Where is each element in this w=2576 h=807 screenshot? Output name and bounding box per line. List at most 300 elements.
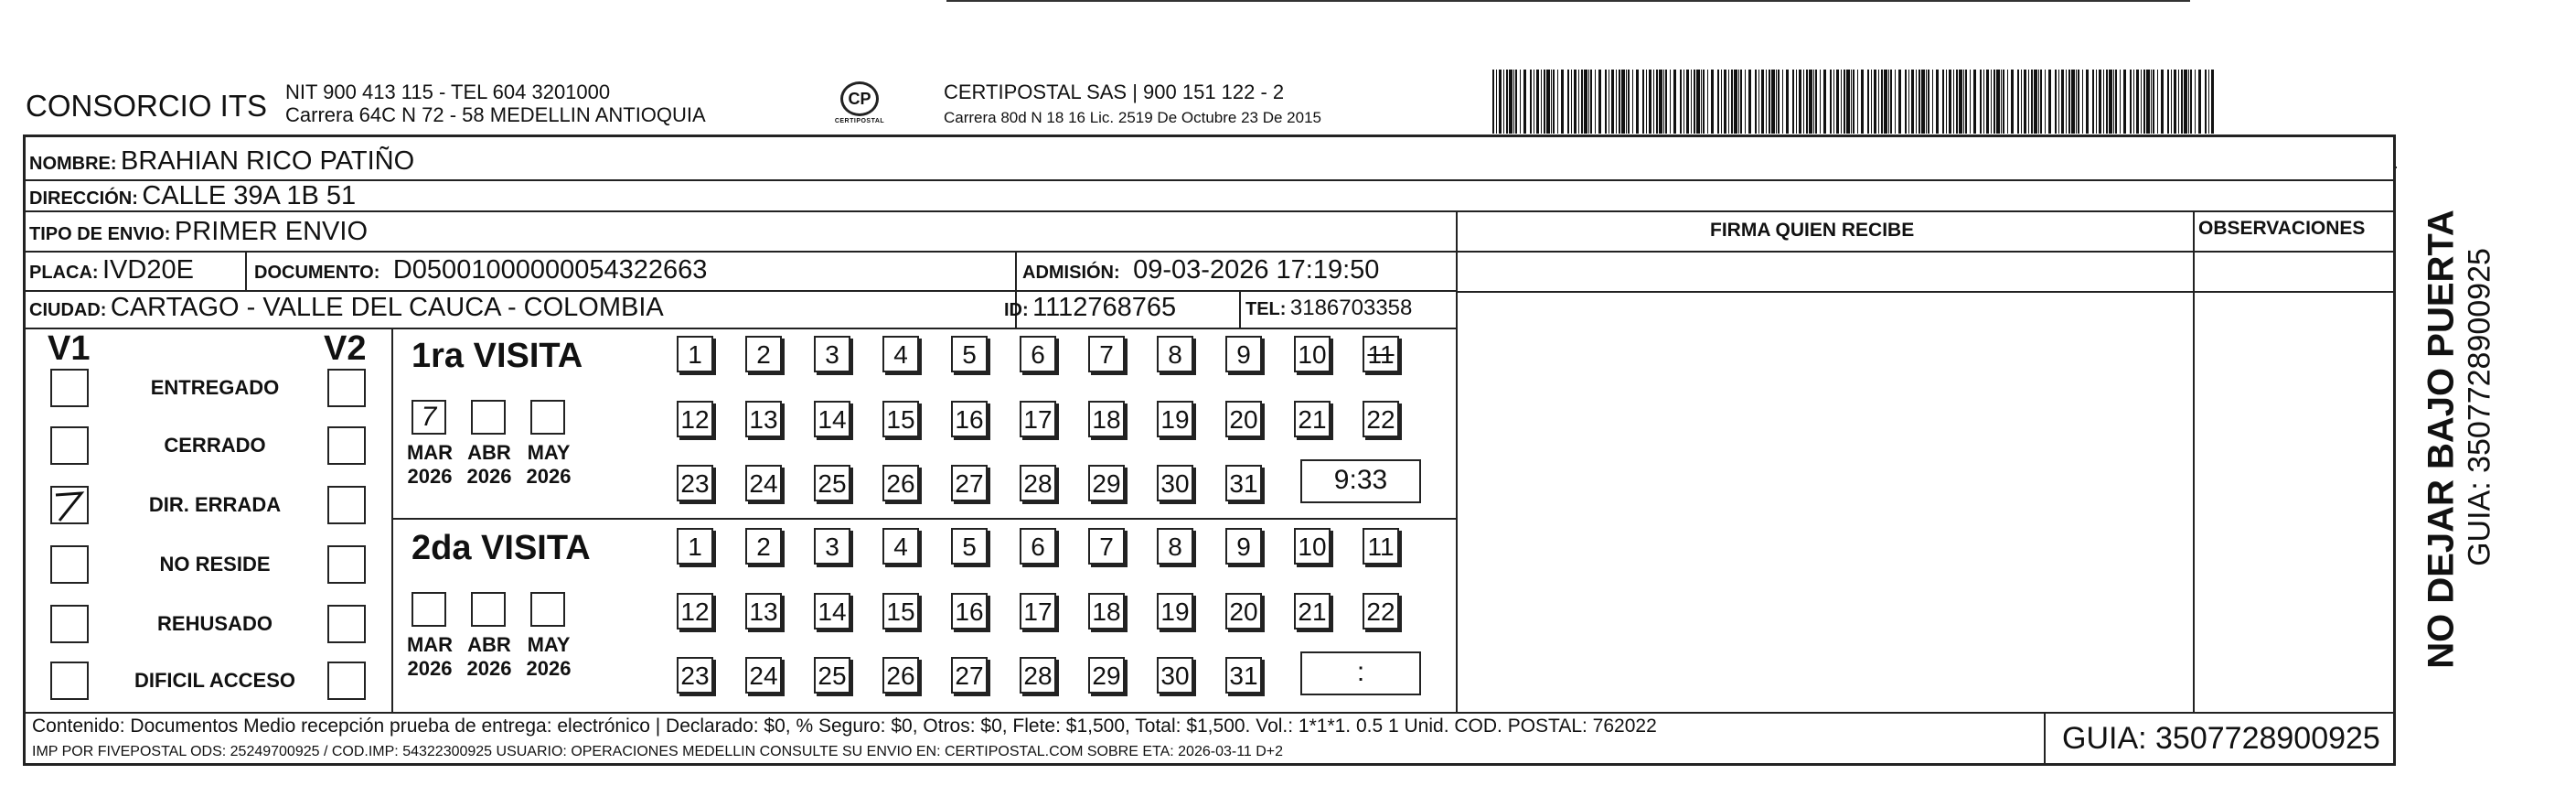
- visit2-day-box[interactable]: 27: [951, 657, 988, 694]
- barcode-bar: [2174, 70, 2176, 134]
- observaciones-header: OBSERVACIONES: [2198, 218, 2366, 239]
- visit2-month-checkbox-0[interactable]: [412, 592, 446, 627]
- check-mark-icon: [52, 488, 87, 522]
- barcode-bar: [1809, 70, 1812, 134]
- barcode-bar: [2198, 70, 2201, 134]
- barcode-bar: [2153, 70, 2154, 134]
- visit1-day-box[interactable]: 14: [814, 401, 850, 437]
- divider: [1239, 290, 1241, 328]
- barcode-bar: [2034, 70, 2037, 134]
- barcode-bar: [1871, 70, 1872, 134]
- visit2-day-box[interactable]: 21: [1294, 593, 1331, 629]
- visit2-day-box[interactable]: 17: [1020, 593, 1056, 629]
- barcode-bar: [1942, 70, 1944, 134]
- barcode-bar: [1926, 70, 1927, 134]
- v2-header: V2: [324, 329, 367, 368]
- visit2-day-box[interactable]: 18: [1088, 593, 1125, 629]
- barcode-bar: [2040, 70, 2042, 134]
- barcode-bar: [1867, 70, 1869, 134]
- v1-checkbox-2[interactable]: [50, 486, 89, 524]
- barcode-bar: [2078, 70, 2079, 134]
- barcode-bar: [2092, 70, 2094, 134]
- barcode-bar: [1506, 70, 1508, 134]
- v2-checkbox-3[interactable]: [327, 545, 366, 584]
- visit2-day-box[interactable]: 10: [1294, 528, 1331, 565]
- barcode-bar: [2205, 70, 2207, 134]
- barcode-bar: [2171, 70, 2172, 134]
- barcode-bar: [2136, 70, 2139, 134]
- visit1-day-box[interactable]: 18: [1088, 401, 1125, 437]
- barcode-bar: [1523, 70, 1526, 134]
- visit2-day-box[interactable]: 19: [1157, 593, 1193, 629]
- documento-value: D05001000000054322663: [392, 255, 708, 285]
- barcode-bar: [1841, 70, 1842, 134]
- barcode-bar: [2024, 70, 2026, 134]
- visit1-day-box[interactable]: 10: [1294, 336, 1331, 372]
- barcode-bar: [1796, 70, 1797, 134]
- barcode-bar: [1745, 70, 1746, 134]
- barcode-bar: [1513, 70, 1514, 134]
- visit1-time-box[interactable]: 9:33: [1300, 459, 1421, 503]
- barcode-bar: [1544, 70, 1545, 134]
- visit2-month-checkbox-2[interactable]: [530, 592, 565, 627]
- visit2-day-box[interactable]: 28: [1020, 657, 1056, 694]
- barcode-bar: [2211, 70, 2214, 134]
- status-label: NO RESIDE: [159, 553, 271, 576]
- barcode-bar: [2141, 70, 2142, 134]
- visit2-day-box[interactable]: 26: [882, 657, 919, 694]
- admision-row: [1022, 255, 1379, 285]
- visit1-day-box[interactable]: 8: [1157, 336, 1193, 372]
- visit1-day-box[interactable]: 31: [1225, 465, 1262, 501]
- ciudad-value: CARTAGO - VALLE DEL CAUCA - COLOMBIA: [110, 293, 664, 322]
- barcode-bar: [1711, 70, 1714, 134]
- barcode-bar: [1806, 70, 1808, 134]
- ciudad-label: CIUDAD:: [29, 300, 107, 320]
- barcode-bar: [1616, 70, 1617, 134]
- documento-label: DOCUMENTO:: [254, 263, 380, 283]
- barcode-bar: [2011, 70, 2014, 134]
- barcode-bar: [1649, 70, 1651, 134]
- visit2-day-box[interactable]: 4: [882, 528, 919, 565]
- barcode-bar: [1993, 70, 1995, 134]
- v1-checkbox-5[interactable]: [50, 662, 89, 700]
- barcode-bar: [1881, 70, 1883, 134]
- visit2-day-box[interactable]: 8: [1157, 528, 1193, 565]
- visit1-day-box[interactable]: 11: [1363, 336, 1399, 372]
- visit2-day-box[interactable]: 12: [677, 593, 713, 629]
- barcode-bar: [1581, 70, 1583, 134]
- barcode-bar: [2106, 70, 2108, 134]
- visit1-day-box[interactable]: 30: [1157, 465, 1193, 501]
- barcode-bar: [1724, 70, 1726, 134]
- visit2-day-box[interactable]: 31: [1225, 657, 1262, 694]
- barcode-bar: [1738, 70, 1739, 134]
- visit1-day-box[interactable]: 6: [1020, 336, 1056, 372]
- status-label: DIFICIL ACCESO: [134, 669, 295, 692]
- visit1-day-box[interactable]: 4: [882, 336, 919, 372]
- barcode-bar: [1707, 70, 1708, 134]
- visit1-day-box[interactable]: 2: [745, 336, 782, 372]
- visit2-day-box[interactable]: 29: [1088, 657, 1125, 694]
- barcode-bar: [1567, 70, 1569, 134]
- barcode-bar: [1888, 70, 1889, 134]
- v2-checkbox-5[interactable]: [327, 662, 366, 700]
- v1-checkbox-3[interactable]: [50, 545, 89, 584]
- status-label: ENTREGADO: [150, 376, 280, 399]
- visit2-time-box[interactable]: :: [1300, 651, 1421, 695]
- barcode-bar: [1731, 70, 1733, 134]
- visit1-title: 1ra VISITA: [412, 337, 583, 375]
- visit1-month-checkbox-0[interactable]: [412, 400, 446, 435]
- status-label: CERRADO: [164, 434, 266, 457]
- barcode-bar: [1605, 70, 1607, 134]
- month-year: 2026: [466, 657, 512, 680]
- barcode-bar: [1898, 70, 1901, 134]
- visit2-month-checkbox-1[interactable]: [471, 592, 506, 627]
- barcode-bar: [1499, 70, 1502, 134]
- id-label: ID:: [1004, 300, 1029, 320]
- logo-text: CERTIPOSTAL: [834, 118, 885, 124]
- barcode-bar: [1734, 70, 1737, 134]
- barcode-bar: [2031, 70, 2033, 134]
- barcode-bar: [1665, 70, 1667, 134]
- barcode-bar: [1574, 70, 1577, 134]
- nombre-label: NOMBRE:: [29, 154, 117, 174]
- month-year: 2026: [526, 465, 572, 488]
- visit1-day-box[interactable]: 27: [951, 465, 988, 501]
- tel-label: TEL:: [1245, 299, 1287, 319]
- barcode-bar: [1956, 70, 1958, 134]
- side-guia: GUIA: 3507728900925: [2462, 248, 2497, 566]
- visit2-day-box[interactable]: 2: [745, 528, 782, 565]
- visit1-day-box[interactable]: 24: [745, 465, 782, 501]
- side-warning: NO DEJAR BAJO PUERTA: [2421, 210, 2462, 669]
- footer-imp: IMP POR FIVEPOSTAL ODS: 25249700925 / COD.IMP: 54322300925 USUARIO: OPERACIONES MEDELLIN CONSULTE SU ENVIO EN: CERTIPOSTAL.COM SOBRE ETA: 2026-03-11 D+2: [32, 744, 1284, 759]
- barcode-bar: [2113, 70, 2114, 134]
- barcode-bar: [1584, 70, 1587, 134]
- barcode-bar: [1991, 70, 1992, 134]
- visit1-day-box[interactable]: 9: [1225, 336, 1262, 372]
- visit1-month-checkbox-1[interactable]: [471, 400, 506, 435]
- visit1-day-box[interactable]: 19: [1157, 401, 1193, 437]
- visit2-day-box[interactable]: 11: [1363, 528, 1399, 565]
- barcode-bar: [1611, 70, 1614, 134]
- divider: [245, 251, 247, 291]
- form-frame: [23, 134, 2396, 766]
- visit2-month-label: [404, 633, 455, 681]
- visit1-day-box[interactable]: 22: [1363, 401, 1399, 437]
- barcode-bar: [2208, 70, 2209, 134]
- barcode-bar: [1878, 70, 1879, 134]
- barcode-bar: [1921, 70, 1925, 134]
- month-name: ABR: [467, 633, 511, 656]
- documento-row: [254, 255, 707, 285]
- visit1-day-box[interactable]: 12: [677, 401, 713, 437]
- visit1-day-box[interactable]: 20: [1225, 401, 1262, 437]
- visit1-day-box[interactable]: 17: [1020, 401, 1056, 437]
- tipo-envio-value: PRIMER ENVIO: [174, 217, 369, 246]
- barcode-bar: [1598, 70, 1601, 134]
- visit1-day-box[interactable]: 29: [1088, 465, 1125, 501]
- barcode-bar: [1895, 70, 1896, 134]
- barcode-bar: [1553, 70, 1555, 134]
- admision-label: ADMISIÓN:: [1022, 263, 1120, 283]
- barcode-bar: [1953, 70, 1954, 134]
- barcode-bar: [1492, 70, 1494, 134]
- barcode-bar: [1820, 70, 1821, 134]
- visit1-day-box[interactable]: 5: [951, 336, 988, 372]
- barcode-bar: [1701, 70, 1702, 134]
- month-name: MAR: [406, 441, 454, 464]
- barcode-bar: [1721, 70, 1722, 134]
- barcode-bar: [2188, 70, 2189, 134]
- barcode-bar: [1621, 70, 1625, 134]
- direccion-value: CALLE 39A 1B 51: [142, 181, 357, 210]
- barcode-bar: [1551, 70, 1552, 134]
- barcode-bar: [1653, 70, 1654, 134]
- barcode-bar: [2007, 70, 2008, 134]
- barcode-bar: [1663, 70, 1664, 134]
- barcode-bar: [1973, 70, 1976, 134]
- barcode-bar: [1946, 70, 1947, 134]
- visit1-day-box[interactable]: 26: [882, 465, 919, 501]
- visit2-day-box[interactable]: 13: [745, 593, 782, 629]
- barcode-bar: [2181, 70, 2183, 134]
- barcode-bar: [1530, 70, 1532, 134]
- barcode-bar: [1928, 70, 1929, 134]
- visit2-title: 2da VISITA: [412, 529, 591, 567]
- visit1-day-box[interactable]: 7: [1088, 336, 1125, 372]
- barcode-bar: [2161, 70, 2164, 134]
- barcode-bar: [2178, 70, 2179, 134]
- barcode-bar: [1561, 70, 1564, 134]
- nombre-value: BRAHIAN RICO PATIÑO: [121, 146, 415, 176]
- visit1-day-box[interactable]: 23: [677, 465, 713, 501]
- barcode-bar: [2055, 70, 2057, 134]
- divider: [2044, 712, 2046, 766]
- barcode-bar: [1861, 70, 1864, 134]
- visit2-day-box[interactable]: 1: [677, 528, 713, 565]
- placa-row: [29, 255, 194, 285]
- visit1-day-box[interactable]: 1: [677, 336, 713, 372]
- barcode-bar: [1792, 70, 1794, 134]
- barcode-bar: [1766, 70, 1767, 134]
- barcode-bar: [1813, 70, 1814, 134]
- visit2-day-box[interactable]: 24: [745, 657, 782, 694]
- barcode-bar: [1686, 70, 1689, 134]
- divider: [23, 328, 1456, 329]
- barcode-bar: [1646, 70, 1647, 134]
- v1-checkbox-1[interactable]: [50, 426, 89, 465]
- barcode-bar: [2143, 70, 2145, 134]
- barcode-bar: [1890, 70, 1892, 134]
- barcode-bar: [1970, 70, 1971, 134]
- v2-checkbox-2[interactable]: [327, 486, 366, 524]
- barcode: [1492, 70, 2217, 134]
- visit1-day-box[interactable]: 28: [1020, 465, 1056, 501]
- month-year: 2026: [466, 465, 512, 488]
- barcode-bar: [1963, 70, 1964, 134]
- barcode-bar: [1728, 70, 1729, 134]
- certipostal-info: CERTIPOSTAL SAS | 900 151 122 - 2: [944, 81, 1285, 103]
- barcode-bar: [1515, 70, 1517, 134]
- barcode-bar: [2130, 70, 2132, 134]
- barcode-bar: [1846, 70, 1850, 134]
- barcode-bar: [2038, 70, 2039, 134]
- barcode-bar: [1659, 70, 1662, 134]
- barcode-bar: [1908, 70, 1909, 134]
- barcode-bar: [2045, 70, 2046, 134]
- visit2-day-box[interactable]: 9: [1225, 528, 1262, 565]
- barcode-bar: [1748, 70, 1751, 134]
- company-info: [285, 81, 706, 126]
- visit1-day-box[interactable]: 21: [1294, 401, 1331, 437]
- barcode-bar: [1786, 70, 1789, 134]
- barcode-bar: [1815, 70, 1817, 134]
- column-header-divider: [1456, 291, 2396, 293]
- barcode-bar: [1996, 70, 2000, 134]
- month-name: ABR: [467, 441, 511, 464]
- v2-checkbox-1[interactable]: [327, 426, 366, 465]
- direccion-row: [29, 181, 356, 211]
- visit2-month-label: [464, 633, 515, 681]
- visit1-month-checkbox-2[interactable]: [530, 400, 565, 435]
- barcode-bar: [1509, 70, 1512, 134]
- divider: [2193, 210, 2195, 712]
- barcode-bar: [1557, 70, 1558, 134]
- barcode-bar: [1769, 70, 1770, 134]
- barcode-bar: [2195, 70, 2196, 134]
- barcode-bar: [2068, 70, 2070, 134]
- top-border-line: [946, 0, 2190, 2]
- barcode-bar: [2096, 70, 2097, 134]
- visit1-day-box[interactable]: 25: [814, 465, 850, 501]
- v2-checkbox-4[interactable]: [327, 605, 366, 643]
- placa-value: IVD20E: [102, 255, 194, 285]
- visit2-day-box[interactable]: 20: [1225, 593, 1262, 629]
- barcode-bar: [1642, 70, 1644, 134]
- barcode-bar: [1905, 70, 1907, 134]
- month-name: MAR: [406, 633, 454, 656]
- v1-checkbox-4[interactable]: [50, 605, 89, 643]
- divider: [1456, 210, 1458, 712]
- barcode-bar: [2048, 70, 2051, 134]
- barcode-bar: [2003, 70, 2004, 134]
- barcode-bar: [1919, 70, 1920, 134]
- barcode-bar: [1986, 70, 1989, 134]
- visit1-day-box[interactable]: 13: [745, 401, 782, 437]
- barcode-bar: [1980, 70, 1982, 134]
- barcode-bar: [1778, 70, 1780, 134]
- barcode-bar: [1799, 70, 1801, 134]
- barcode-bar: [2184, 70, 2187, 134]
- barcode-bar: [1632, 70, 1633, 134]
- barcode-bar: [1717, 70, 1719, 134]
- barcode-bar: [1683, 70, 1684, 134]
- barcode-bar: [1884, 70, 1887, 134]
- tipo-envio-label: TIPO DE ENVIO:: [29, 224, 171, 244]
- visit1-day-box[interactable]: 16: [951, 401, 988, 437]
- status-label: REHUSADO: [157, 612, 273, 635]
- spacer: [2396, 167, 2397, 168]
- divider: [23, 251, 2396, 253]
- visit2-day-box[interactable]: 16: [951, 593, 988, 629]
- barcode-bar: [1520, 70, 1521, 134]
- barcode-bar: [1673, 70, 1676, 134]
- id-row: [1004, 293, 1176, 323]
- id-value: 1112768765: [1032, 293, 1177, 322]
- month-year: 2026: [526, 657, 572, 680]
- barcode-bar: [2109, 70, 2112, 134]
- visit2-day-box[interactable]: 5: [951, 528, 988, 565]
- v1-header: V1: [48, 329, 91, 368]
- barcode-bar: [2120, 70, 2121, 134]
- barcode-bar: [1636, 70, 1639, 134]
- barcode-bar: [1803, 70, 1804, 134]
- nombre-row: [29, 146, 414, 177]
- visit2-day-box[interactable]: 6: [1020, 528, 1056, 565]
- visit2-day-box[interactable]: 14: [814, 593, 850, 629]
- barcode-bar: [1932, 70, 1933, 134]
- barcode-bar: [1965, 70, 1967, 134]
- visit2-day-box[interactable]: 23: [677, 657, 713, 694]
- visit2-day-box[interactable]: 15: [882, 593, 919, 629]
- divider: [23, 210, 2396, 212]
- tel-row: [1245, 296, 1412, 321]
- visit2-day-box[interactable]: 30: [1157, 657, 1193, 694]
- visit1-day-box[interactable]: 3: [814, 336, 850, 372]
- v2-checkbox-0[interactable]: [327, 369, 366, 407]
- company-name: CONSORCIO ITS: [26, 89, 268, 123]
- admision-value: 09-03-2026 17:19:50: [1133, 255, 1380, 285]
- barcode-bar: [1571, 70, 1572, 134]
- barcode-bar: [1503, 70, 1504, 134]
- visit1-day-box[interactable]: 15: [882, 401, 919, 437]
- barcode-bar: [2167, 70, 2169, 134]
- visit2-day-box[interactable]: 22: [1363, 593, 1399, 629]
- divider: [23, 179, 2396, 181]
- barcode-bar: [1694, 70, 1695, 134]
- barcode-bar: [1546, 70, 1550, 134]
- barcode-bar: [2001, 70, 2002, 134]
- barcode-bar: [1983, 70, 1984, 134]
- barcode-bar: [1703, 70, 1705, 134]
- barcode-bar: [1911, 70, 1914, 134]
- barcode-bar: [1755, 70, 1757, 134]
- visit2-day-box[interactable]: 25: [814, 657, 850, 694]
- barcode-bar: [1588, 70, 1589, 134]
- barcode-bar: [1771, 70, 1775, 134]
- barcode-bar: [2086, 70, 2089, 134]
- barcode-bar: [1578, 70, 1579, 134]
- barcode-bar: [1590, 70, 1592, 134]
- visit2-day-box[interactable]: 7: [1088, 528, 1125, 565]
- visit2-day-box[interactable]: 3: [814, 528, 850, 565]
- barcode-bar: [2157, 70, 2158, 134]
- barcode-bar: [2076, 70, 2077, 134]
- barcode-bar: [1959, 70, 1962, 134]
- company-nit: NIT 900 413 115 - TEL 604 3201000: [285, 81, 611, 103]
- v1-checkbox-0[interactable]: [50, 369, 89, 407]
- barcode-bar: [1874, 70, 1876, 134]
- certipostal-license: Carrera 80d N 18 16 Lic. 2519 De Octubre 23 De 2015: [944, 109, 1321, 126]
- barcode-bar: [1626, 70, 1627, 134]
- barcode-bar: [1680, 70, 1682, 134]
- barcode-bar: [2133, 70, 2134, 134]
- barcode-bar: [1776, 70, 1777, 134]
- ciudad-row: [29, 293, 664, 323]
